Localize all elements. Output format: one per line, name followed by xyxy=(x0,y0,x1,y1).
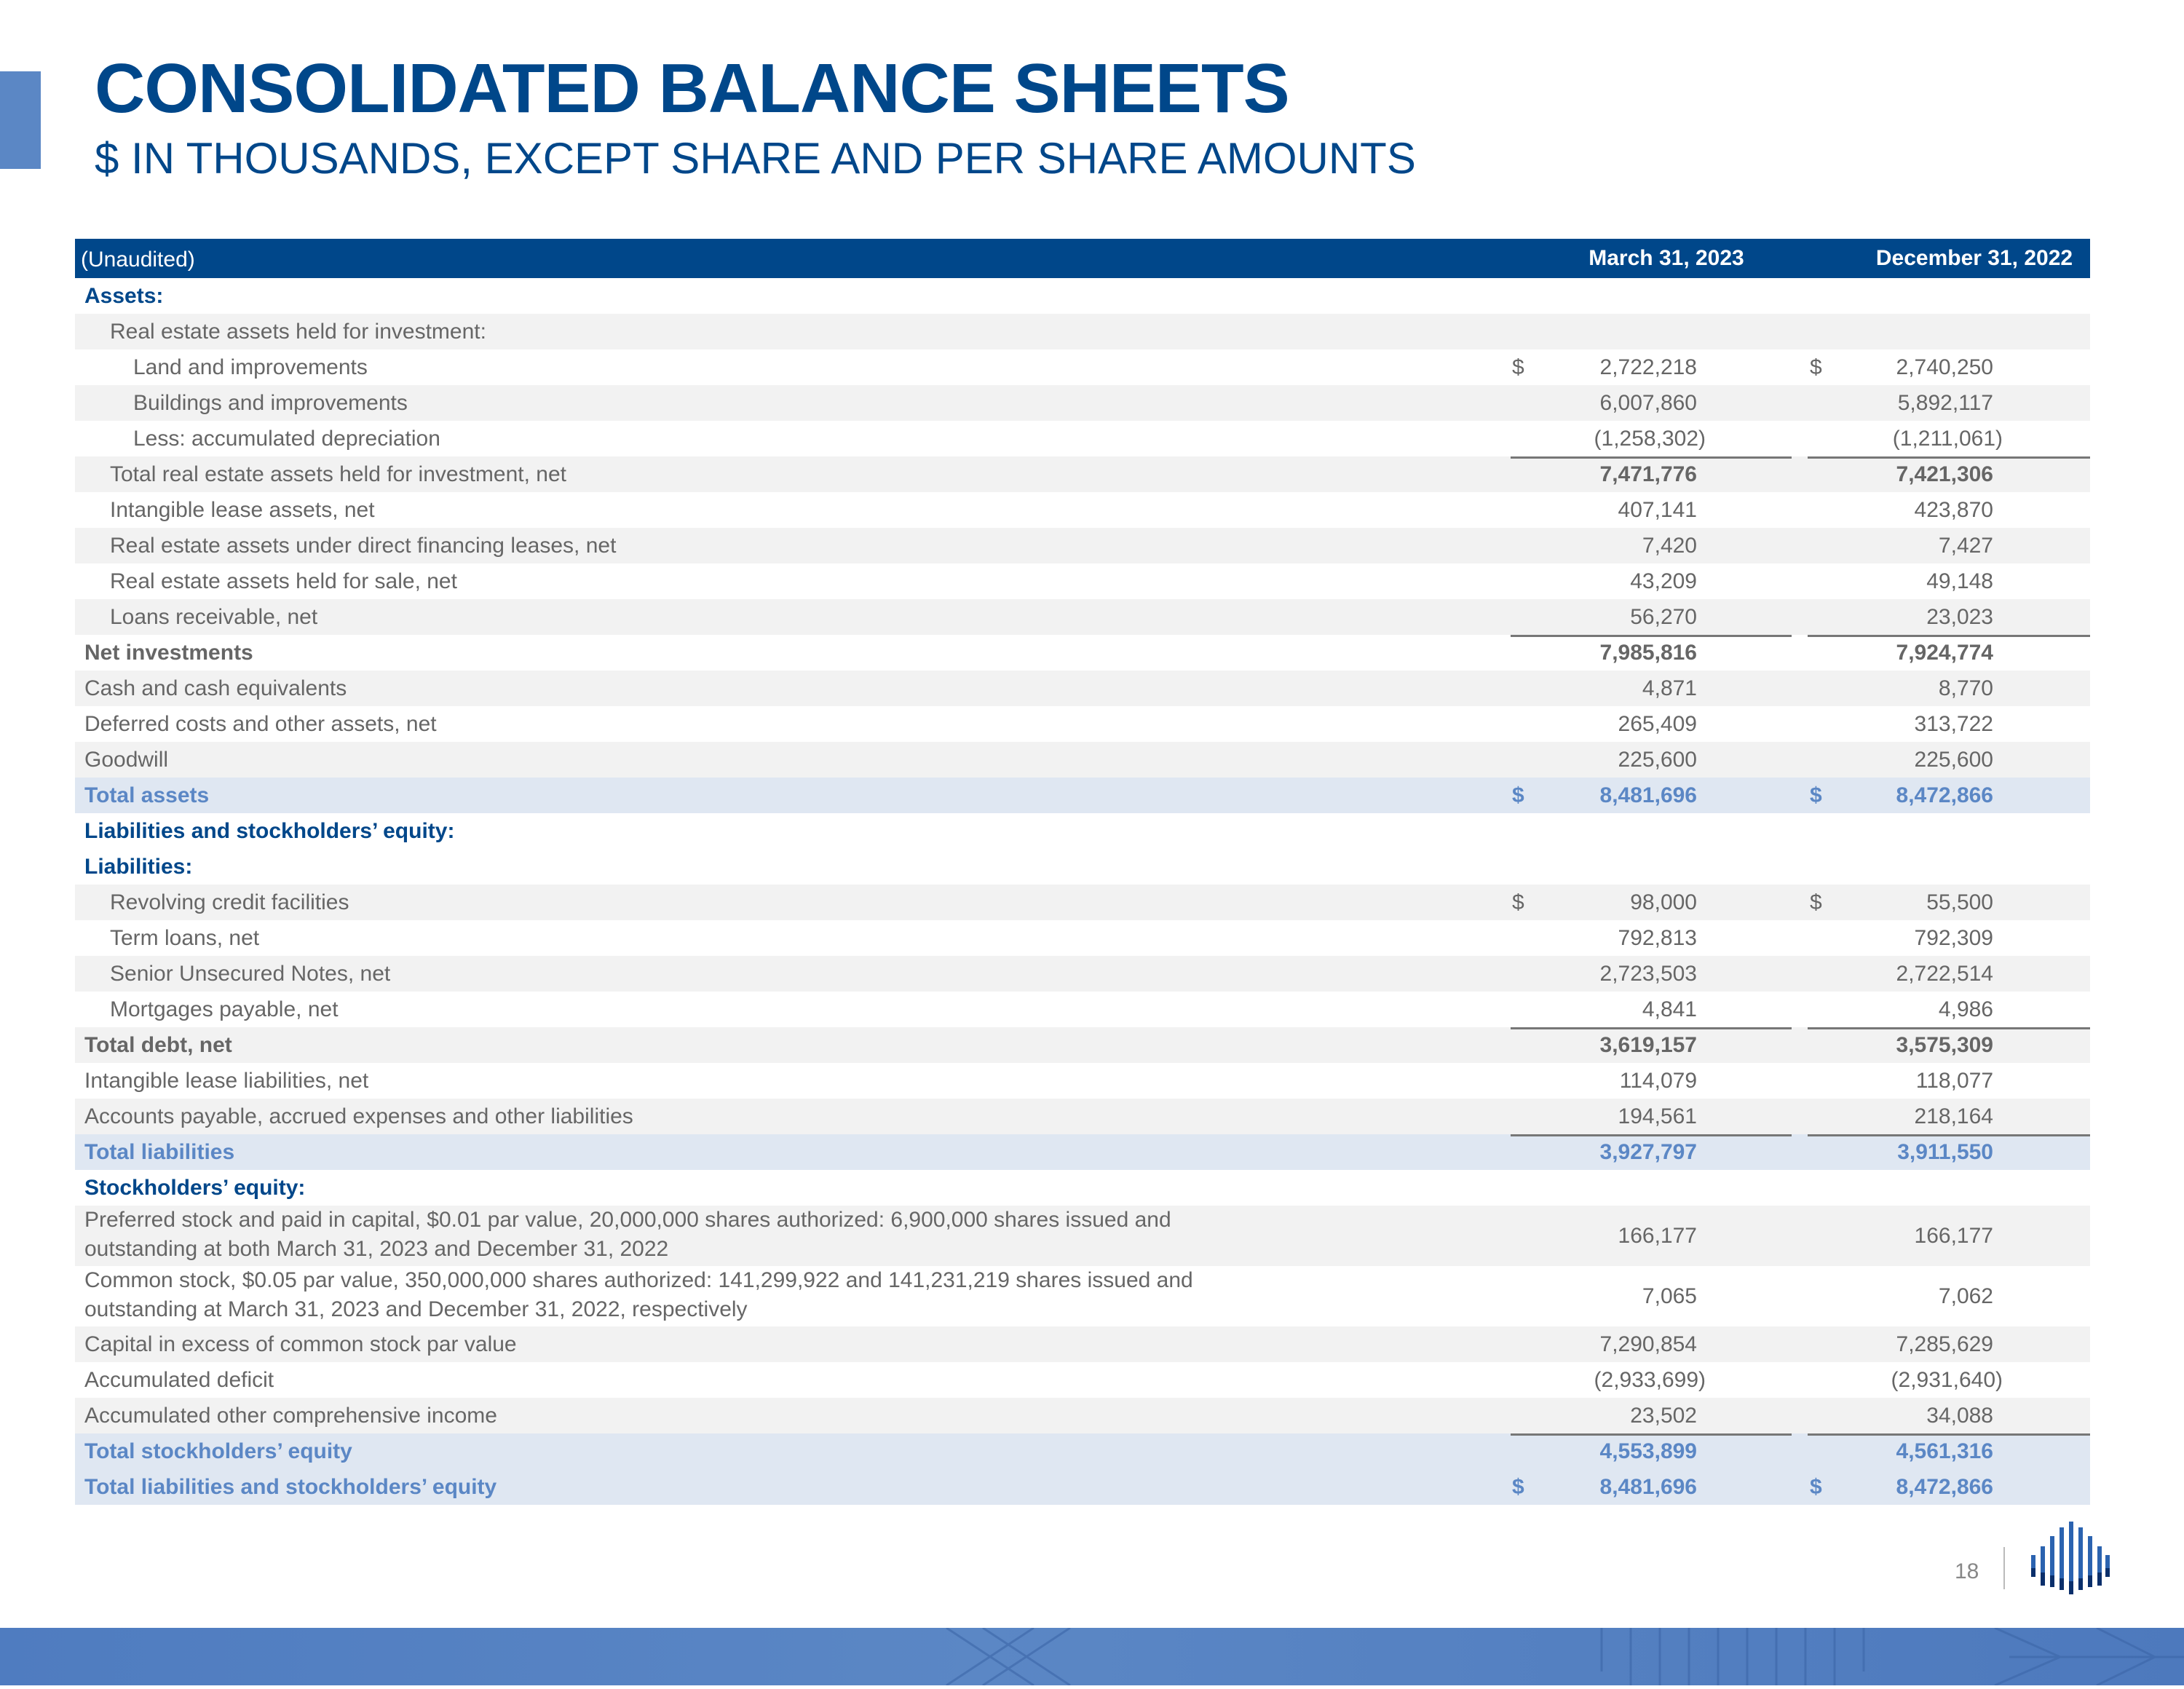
table-row xyxy=(75,1206,2090,1266)
table-row xyxy=(75,742,2090,778)
value-march-2023: 7,065 xyxy=(1642,1284,1697,1308)
value-december-2022: 118,077 xyxy=(1915,1069,1993,1093)
value-march-2023: 114,079 xyxy=(1619,1069,1697,1093)
table-row xyxy=(75,1362,2090,1398)
row-label: Accumulated deficit xyxy=(84,1368,274,1392)
value-march-2023: 7,471,776 xyxy=(1599,462,1697,486)
value-march-2023: 43,209 xyxy=(1630,569,1697,593)
value-march-2023: 56,270 xyxy=(1630,605,1697,629)
page-subtitle: $ IN THOUSANDS, EXCEPT SHARE AND PER SHARE AMOUNTS xyxy=(95,134,1416,183)
table-row xyxy=(75,349,2090,385)
subtotal-rule xyxy=(1808,1027,2090,1029)
value-december-2022: 8,472,866 xyxy=(1896,783,1993,807)
value-december-2022: 313,722 xyxy=(1914,712,1993,736)
row-label: Revolving credit facilities xyxy=(110,890,349,914)
row-label: Total liabilities xyxy=(84,1140,235,1164)
table-row xyxy=(75,456,2090,492)
value-march-2023: 98,000 xyxy=(1630,890,1697,914)
row-label: Net investments xyxy=(84,641,253,665)
table-body xyxy=(75,278,2090,1505)
value-march-2023: 23,502 xyxy=(1630,1404,1697,1428)
footer-band xyxy=(0,1628,2184,1685)
table-row xyxy=(75,1027,2090,1063)
table-row xyxy=(75,1469,2090,1505)
table-row xyxy=(75,635,2090,671)
value-december-2022: 7,285,629 xyxy=(1896,1332,1993,1356)
table-header xyxy=(75,239,2090,278)
table-row xyxy=(75,671,2090,706)
row-label: Real estate assets under direct financing leases, net xyxy=(110,534,617,558)
row-label xyxy=(84,1206,1171,1264)
subtotal-rule xyxy=(1511,1433,1792,1436)
value-december-2022: 4,986 xyxy=(1938,997,1993,1021)
currency-symbol: $ xyxy=(1512,1475,1524,1499)
value-march-2023: 2,722,218 xyxy=(1599,355,1697,379)
value-march-2023: 194,561 xyxy=(1618,1104,1697,1128)
row-label: Intangible lease liabilities, net xyxy=(84,1069,369,1093)
value-march-2023: 4,871 xyxy=(1642,676,1697,700)
value-december-2022: 792,309 xyxy=(1914,926,1993,950)
table-row xyxy=(75,1433,2090,1469)
header-march-2023: March 31, 2023 xyxy=(1588,246,1744,270)
value-december-2022: 49,148 xyxy=(1926,569,1993,593)
table-row xyxy=(75,1134,2090,1170)
row-label: Total debt, net xyxy=(84,1033,232,1057)
subtotal-rule xyxy=(1808,1433,2090,1436)
row-label: Mortgages payable, net xyxy=(110,997,339,1021)
value-december-2022: 8,472,866 xyxy=(1896,1475,1993,1499)
value-march-2023: 7,290,854 xyxy=(1599,1332,1697,1356)
value-december-2022: 7,427 xyxy=(1938,534,1993,558)
value-march-2023: 225,600 xyxy=(1618,748,1697,772)
value-december-2022: (1,211,061) xyxy=(1892,427,2003,451)
footer-divider xyxy=(2003,1547,2005,1589)
table-row xyxy=(75,956,2090,992)
row-label: Total assets xyxy=(84,783,210,807)
row-label: Goodwill xyxy=(84,748,169,772)
subtotal-rule xyxy=(1511,1027,1792,1029)
subtotal-rule xyxy=(1808,635,2090,637)
value-december-2022: (2,931,640) xyxy=(1891,1368,2003,1392)
row-label xyxy=(84,1266,1193,1324)
table-row xyxy=(75,278,2090,314)
value-december-2022: 166,177 xyxy=(1914,1224,1993,1248)
company-logo-icon xyxy=(2030,1520,2111,1597)
value-december-2022: 4,561,316 xyxy=(1896,1439,1993,1463)
currency-symbol: $ xyxy=(1810,355,1822,379)
value-december-2022: 7,421,306 xyxy=(1896,462,1993,486)
table-row xyxy=(75,385,2090,421)
currency-symbol: $ xyxy=(1810,1475,1822,1499)
value-march-2023: 407,141 xyxy=(1618,498,1697,522)
subtotal-rule xyxy=(1808,1134,2090,1136)
balance-sheet-table xyxy=(75,239,2090,1505)
row-label: Stockholders’ equity: xyxy=(84,1176,306,1200)
table-row xyxy=(75,706,2090,742)
value-march-2023: 8,481,696 xyxy=(1599,1475,1697,1499)
table-row xyxy=(75,1099,2090,1134)
row-label: Senior Unsecured Notes, net xyxy=(110,962,391,986)
row-label: Less: accumulated depreciation xyxy=(133,427,440,451)
header-december-2022: December 31, 2022 xyxy=(1875,246,2073,270)
row-label: Capital in excess of common stock par value xyxy=(84,1332,517,1356)
row-label: Loans receivable, net xyxy=(110,605,318,629)
row-label-line: Preferred stock and paid in capital, $0.01 par value, 20,000,000 shares authorized: 6,900,000 shares issued and xyxy=(84,1208,1171,1232)
table-row xyxy=(75,920,2090,956)
value-march-2023: 4,841 xyxy=(1642,997,1697,1021)
row-label-line: outstanding at March 31, 2023 and December 31, 2022, respectively xyxy=(84,1297,748,1321)
value-december-2022: 225,600 xyxy=(1914,748,1993,772)
table-row xyxy=(75,314,2090,349)
table-row xyxy=(75,885,2090,920)
accent-bar xyxy=(0,71,41,169)
row-label: Accumulated other comprehensive income xyxy=(84,1404,497,1428)
value-march-2023: 166,177 xyxy=(1618,1224,1697,1248)
value-march-2023: 6,007,860 xyxy=(1599,391,1697,415)
value-december-2022: 2,722,514 xyxy=(1896,962,1993,986)
table-row xyxy=(75,563,2090,599)
currency-symbol: $ xyxy=(1512,355,1524,379)
value-december-2022: 2,740,250 xyxy=(1896,355,1993,379)
row-label: Liabilities and stockholders’ equity: xyxy=(84,819,455,843)
subtotal-rule xyxy=(1808,456,2090,459)
value-march-2023: 792,813 xyxy=(1618,926,1697,950)
page-number: 18 xyxy=(1955,1559,1979,1583)
header-unaudited: (Unaudited) xyxy=(81,248,195,272)
row-label: Liabilities: xyxy=(84,855,193,879)
table-row xyxy=(75,1170,2090,1206)
row-label: Total real estate assets held for investment, net xyxy=(110,462,566,486)
value-march-2023: (1,258,302) xyxy=(1594,427,1706,451)
row-label: Assets: xyxy=(84,284,164,308)
row-label: Term loans, net xyxy=(110,926,260,950)
row-label: Deferred costs and other assets, net xyxy=(84,712,437,736)
currency-symbol: $ xyxy=(1512,783,1524,807)
table-row xyxy=(75,849,2090,885)
value-december-2022: 7,062 xyxy=(1938,1284,1993,1308)
value-december-2022: 5,892,117 xyxy=(1897,391,1993,415)
table-row xyxy=(75,1398,2090,1433)
table-row xyxy=(75,813,2090,849)
subtotal-rule xyxy=(1511,635,1792,637)
page-title: CONSOLIDATED BALANCE SHEETS xyxy=(95,50,1289,127)
value-march-2023: 7,985,816 xyxy=(1599,641,1697,665)
value-december-2022: 55,500 xyxy=(1926,890,1993,914)
table-row xyxy=(75,1266,2090,1326)
table-row xyxy=(75,1063,2090,1099)
value-december-2022: 218,164 xyxy=(1914,1104,1993,1128)
row-label-line: outstanding at both March 31, 2023 and December 31, 2022 xyxy=(84,1237,669,1261)
footer-pattern-icon xyxy=(0,1628,2184,1685)
table-row xyxy=(75,992,2090,1027)
table-row xyxy=(75,528,2090,563)
row-label-line: Common stock, $0.05 par value, 350,000,000 shares authorized: 141,299,922 and 141,231,219 shares issued and xyxy=(84,1268,1193,1292)
table-row xyxy=(75,599,2090,635)
table-row xyxy=(75,778,2090,813)
table-row xyxy=(75,492,2090,528)
row-label: Total stockholders’ equity xyxy=(84,1439,352,1463)
value-december-2022: 3,911,550 xyxy=(1897,1140,1993,1164)
value-march-2023: (2,933,699) xyxy=(1594,1368,1706,1392)
row-label: Real estate assets held for sale, net xyxy=(110,569,457,593)
value-march-2023: 3,619,157 xyxy=(1599,1033,1697,1057)
value-december-2022: 423,870 xyxy=(1914,498,1993,522)
value-march-2023: 7,420 xyxy=(1642,534,1697,558)
table-row xyxy=(75,1326,2090,1362)
value-december-2022: 3,575,309 xyxy=(1896,1033,1993,1057)
row-label: Buildings and improvements xyxy=(133,391,408,415)
value-march-2023: 8,481,696 xyxy=(1599,783,1697,807)
row-label: Land and improvements xyxy=(133,355,368,379)
currency-symbol: $ xyxy=(1810,890,1822,914)
value-december-2022: 23,023 xyxy=(1926,605,1993,629)
value-march-2023: 265,409 xyxy=(1618,712,1697,736)
row-label: Cash and cash equivalents xyxy=(84,676,347,700)
row-label: Accounts payable, accrued expenses and other liabilities xyxy=(84,1104,633,1128)
value-march-2023: 4,553,899 xyxy=(1599,1439,1697,1463)
value-march-2023: 2,723,503 xyxy=(1599,962,1697,986)
currency-symbol: $ xyxy=(1512,890,1524,914)
subtotal-rule xyxy=(1511,456,1792,459)
value-december-2022: 7,924,774 xyxy=(1896,641,1993,665)
row-label: Total liabilities and stockholders’ equity xyxy=(84,1475,497,1499)
value-march-2023: 3,927,797 xyxy=(1599,1140,1697,1164)
row-label: Intangible lease assets, net xyxy=(110,498,375,522)
currency-symbol: $ xyxy=(1810,783,1822,807)
row-label: Real estate assets held for investment: xyxy=(110,320,486,344)
subtotal-rule xyxy=(1511,1134,1792,1136)
table-row xyxy=(75,421,2090,456)
value-december-2022: 8,770 xyxy=(1938,676,1993,700)
value-december-2022: 34,088 xyxy=(1926,1404,1993,1428)
